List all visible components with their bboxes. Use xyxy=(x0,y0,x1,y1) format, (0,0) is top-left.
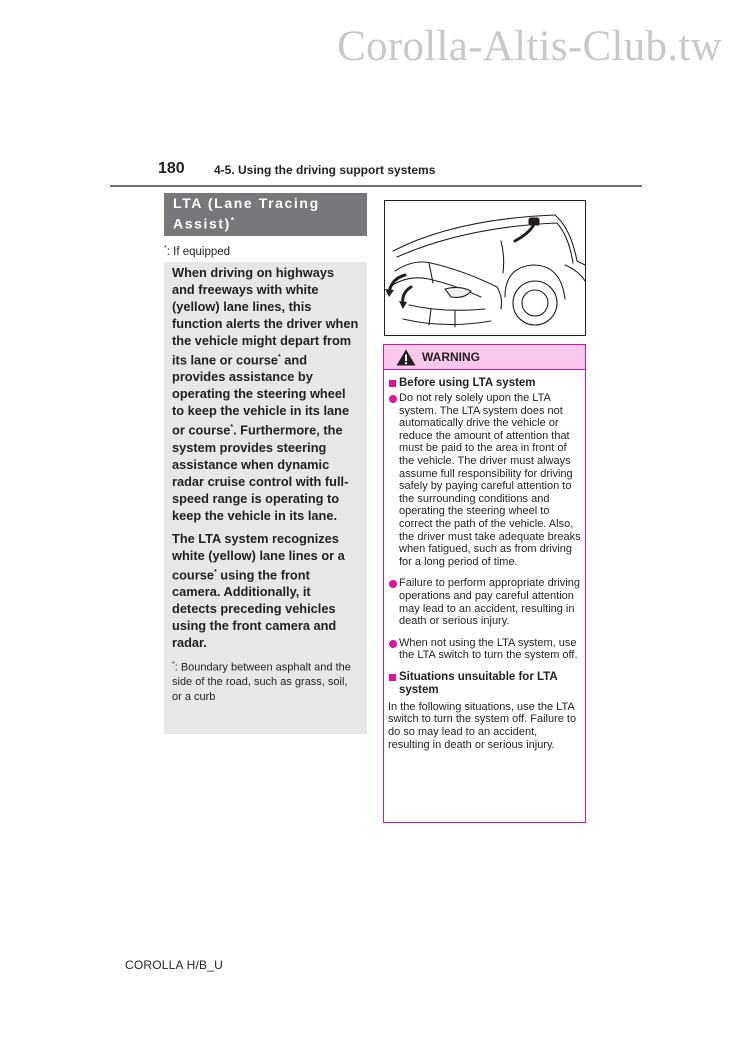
circle-bullet-icon xyxy=(389,640,397,648)
section-title: 4-5. Using the driving support systems xyxy=(214,163,436,177)
warning-item: Failure to perform appropriate driving operations and pay careful attention may lead to an accident, resulting in death or serious injury. xyxy=(388,577,581,627)
page-number: 180 xyxy=(158,160,185,177)
page-header xyxy=(110,160,642,187)
description-paragraph-1: When driving on highways and freeways with white (yellow) lane lines, this function alerts the driver when the vehicle might depart from its lane or course* and provides assistance by operating the steering wheel to keep the vehicle in its lane or course*. Furthermore, the system provides steering assistance when dynamic radar cruise control with full-speed range is operating to keep the vehicle in its lane. xyxy=(172,265,359,523)
heading-line-2: Assist) xyxy=(173,215,231,232)
description-paragraph-2: The LTA system recognizes white (yellow) lane lines or a course* using the front camera. Additionally, it detects preceding vehicles using the front camera and radar. xyxy=(172,530,345,650)
square-bullet-icon xyxy=(389,380,396,387)
if-equipped-text: : If equipped xyxy=(166,245,231,258)
if-equipped-note xyxy=(164,245,230,258)
warning-item: Do not rely solely upon the LTA system. The LTA system does not automatically drive the vehicle or reduce the amount of attention that must be paid to the area in front of the vehicle. The driver must always assume full responsibility for driving safely by paying careful attention to the surrounding conditions and operating the steering wheel to correct the path of the vehicle. Also, the driver must take adequate breaks when fatigued, such as from driving for a long period of time. xyxy=(388,392,581,568)
watermark: Corolla-Altis-Club.tw xyxy=(337,23,722,70)
warning-label: WARNING xyxy=(422,350,480,364)
heading-line-1: LTA (Lane Tracing xyxy=(173,195,320,211)
if-equipped-asterisk: * xyxy=(164,245,167,252)
page-footer: COROLLA H/B_U xyxy=(125,958,223,972)
warning-subheading-before-use: Before using LTA system xyxy=(388,377,581,390)
description-box xyxy=(164,262,367,734)
description-footnote: *: Boundary between asphalt and the side of the road, such as grass, soil, or a curb xyxy=(172,660,351,704)
circle-bullet-icon xyxy=(389,395,397,403)
warning-subheading-unsuitable: Situations unsuitable for LTA system xyxy=(388,671,581,697)
warning-header xyxy=(384,345,585,370)
warning-box xyxy=(383,344,586,823)
car-front-camera-illustration xyxy=(384,200,586,336)
square-bullet-icon xyxy=(389,674,396,681)
circle-bullet-icon xyxy=(389,580,397,588)
warning-plain-text: In the following situations, use the LTA switch to turn the system off. Failure to do so may lead to an accident, resulting in death or serious injury. xyxy=(388,700,577,751)
lta-heading xyxy=(164,193,367,236)
warning-triangle-icon xyxy=(396,349,416,366)
warning-body xyxy=(384,370,585,751)
heading-asterisk: * xyxy=(230,216,235,225)
warning-item: When not using the LTA system, use the LTA switch to turn the system off. xyxy=(388,637,581,662)
